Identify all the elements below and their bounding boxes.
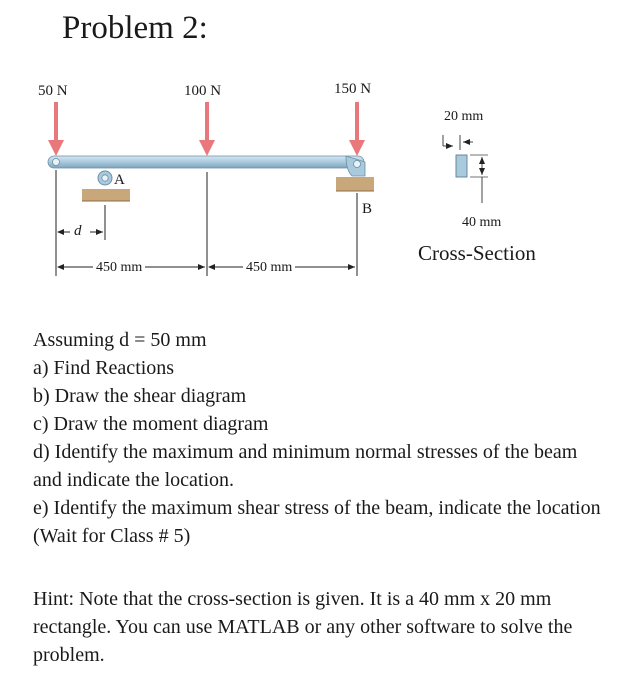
task-b: b) Draw the shear diagram bbox=[33, 385, 247, 407]
load-arrow-50n bbox=[48, 102, 64, 156]
problem-statement bbox=[33, 326, 603, 550]
beam bbox=[48, 156, 364, 168]
load-label-150n: 150 N bbox=[334, 81, 372, 97]
task-e: e) Identify the maximum shear stress of the beam, indicate the location (Wait for Class # 5) bbox=[33, 497, 601, 547]
support-b-label: B bbox=[362, 201, 373, 217]
task-c: c) Draw the moment diagram bbox=[33, 413, 269, 435]
cross-section-title: Cross-Section bbox=[418, 241, 536, 265]
assumption-line: Assuming d = 50 mm bbox=[33, 329, 207, 351]
load-label-50n: 50 N bbox=[38, 83, 68, 99]
dimension-span-2-label: 450 mm bbox=[243, 260, 295, 276]
load-label-100n: 100 N bbox=[184, 83, 222, 99]
load-arrow-150n bbox=[349, 102, 365, 156]
dimension-d-label: d bbox=[74, 223, 82, 239]
support-a-label: A bbox=[114, 172, 125, 188]
task-d: d) Identify the maximum and minimum normal stresses of the beam and indicate the location. bbox=[33, 441, 578, 491]
cross-section-height-label: 40 mm bbox=[462, 215, 502, 230]
load-arrow-100n bbox=[199, 102, 215, 156]
dimension-span-1-label: 450 mm bbox=[93, 260, 145, 276]
task-a: a) Find Reactions bbox=[33, 357, 175, 379]
problem-title: Problem 2: bbox=[62, 10, 208, 46]
cross-section-sketch bbox=[443, 135, 488, 203]
cross-section-width-label: 20 mm bbox=[444, 109, 484, 124]
hint-text: Hint: Note that the cross-section is given. It is a 40 mm x 20 mm rectangle. You can use MATLAB or any other software to solve the problem. bbox=[33, 588, 573, 666]
